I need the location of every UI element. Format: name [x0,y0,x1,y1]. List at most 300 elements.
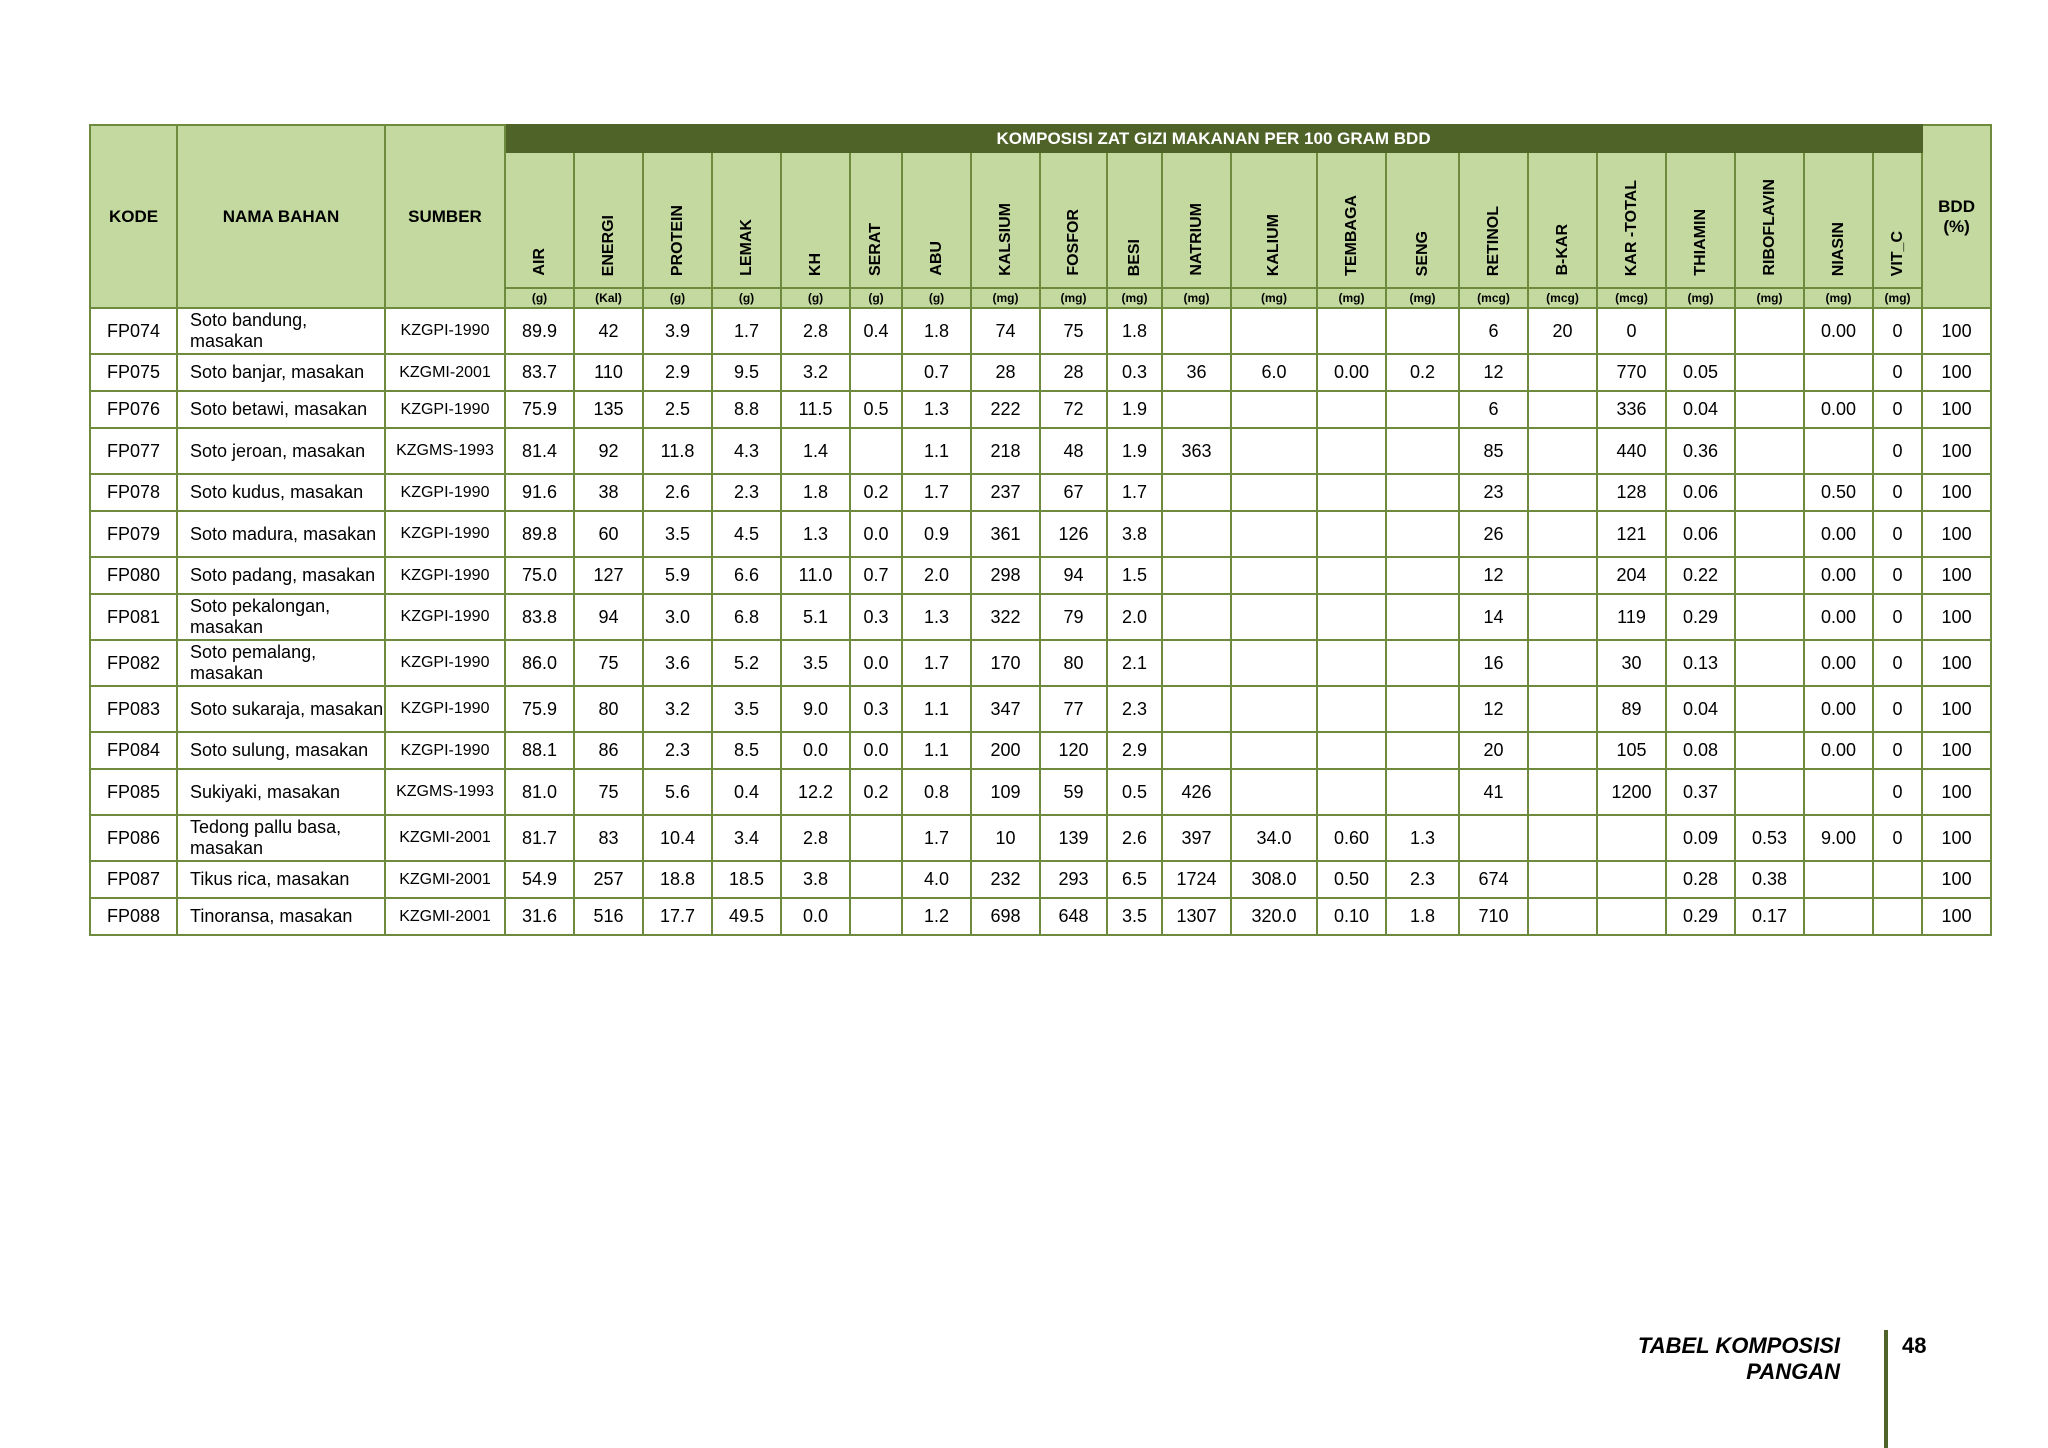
cell-value: 237 [971,474,1040,511]
cell-bdd: 100 [1922,898,1991,935]
cell-value: 119 [1597,594,1666,640]
cell-sumber: KZGPI-1990 [385,511,505,557]
cell-value: 204 [1597,557,1666,594]
cell-value: 28 [1040,354,1107,391]
cell-bdd: 100 [1922,391,1991,428]
cell-value: 322 [971,594,1040,640]
cell-value: 85 [1459,428,1528,474]
cell-value: 4.3 [712,428,781,474]
food-composition-table [89,124,1992,936]
cell-value: 105 [1597,732,1666,769]
cell-value [1528,557,1597,594]
cell-value [1231,557,1317,594]
cell-value: 3.8 [781,861,850,898]
cell-value [1231,686,1317,732]
cell-kode: FP079 [90,511,177,557]
cell-kode: FP077 [90,428,177,474]
cell-value: 75 [574,769,643,815]
cell-value: 2.3 [1386,861,1459,898]
cell-bdd: 100 [1922,732,1991,769]
cell-value: 0.3 [850,594,902,640]
cell-value: 2.0 [902,557,971,594]
cell-kode: FP082 [90,640,177,686]
cell-kode: FP078 [90,474,177,511]
cell-value: 0.4 [712,769,781,815]
cell-value: 80 [1040,640,1107,686]
nutrient-header [1107,152,1162,288]
nutrient-label: ABU [927,241,945,276]
cell-value: 139 [1040,815,1107,861]
cell-value [850,861,902,898]
cell-value [1735,354,1804,391]
cell-value: 5.9 [643,557,712,594]
cell-value: 126 [1040,511,1107,557]
table-row [90,640,1991,686]
cell-value: 0.38 [1735,861,1804,898]
nutrient-label: NIASIN [1829,221,1847,276]
nutrient-header [1162,152,1231,288]
cell-value: 0.08 [1666,732,1735,769]
cell-value: 88.1 [505,732,574,769]
nutrient-header [850,152,902,288]
cell-value: 3.0 [643,594,712,640]
cell-bdd: 100 [1922,354,1991,391]
cell-value: 75.9 [505,391,574,428]
cell-value [1735,308,1804,354]
cell-kode: FP076 [90,391,177,428]
cell-value: 67 [1040,474,1107,511]
header-bdd-label: BDD [1938,196,1975,216]
cell-value [1528,354,1597,391]
nutrient-header [971,152,1040,288]
footer-title: TABEL KOMPOSISI PANGAN [1637,1333,1840,1384]
cell-value: 80 [574,686,643,732]
cell-value [1386,686,1459,732]
nutrient-header [1735,152,1804,288]
cell-value: 0.17 [1735,898,1804,935]
cell-value: 1.5 [1107,557,1162,594]
cell-value: 0 [1873,511,1922,557]
cell-value: 0 [1873,594,1922,640]
cell-value: 77 [1040,686,1107,732]
cell-value: 6.0 [1231,354,1317,391]
nutrient-unit: (mg) [971,288,1040,308]
cell-sumber: KZGPI-1990 [385,594,505,640]
cell-value [1386,474,1459,511]
cell-value: 5.6 [643,769,712,815]
cell-value: 1.4 [781,428,850,474]
cell-value: 0.00 [1804,511,1873,557]
table-row [90,898,1991,935]
nutrient-unit: (mg) [1162,288,1231,308]
cell-value: 4.0 [902,861,971,898]
cell-bdd: 100 [1922,428,1991,474]
nutrient-label: SERAT [867,222,884,276]
cell-value [1231,594,1317,640]
cell-value [1386,557,1459,594]
cell-value: 135 [574,391,643,428]
cell-value [1317,511,1386,557]
cell-value [1597,815,1666,861]
nutrient-header [1386,152,1459,288]
nutrient-label: NATRIUM [1187,203,1205,276]
nutrient-header [1804,152,1873,288]
cell-value [1162,511,1231,557]
cell-value: 18.5 [712,861,781,898]
cell-value [1735,557,1804,594]
cell-value: 648 [1040,898,1107,935]
cell-value: 2.3 [643,732,712,769]
cell-bdd: 100 [1922,474,1991,511]
cell-nama-bahan: Soto pekalongan, masakan [177,594,385,640]
cell-value [1735,391,1804,428]
cell-kode: FP088 [90,898,177,935]
cell-value: 0.50 [1317,861,1386,898]
cell-value: 516 [574,898,643,935]
nutrient-label: B-KAR [1553,224,1571,276]
cell-value: 0.00 [1804,594,1873,640]
table-body [90,308,1991,935]
cell-value: 0.36 [1666,428,1735,474]
nutrient-unit: (mcg) [1459,288,1528,308]
nutrient-unit: (mg) [1804,288,1873,308]
cell-bdd: 100 [1922,594,1991,640]
nutrient-unit: (mg) [1040,288,1107,308]
cell-value [1162,474,1231,511]
footer-divider [1884,1330,1888,1448]
cell-value: 0.0 [850,640,902,686]
cell-value: 0.0 [850,511,902,557]
cell-value: 9.5 [712,354,781,391]
nutrient-header [1528,152,1597,288]
cell-value: 34.0 [1231,815,1317,861]
table-row [90,686,1991,732]
cell-value [1735,732,1804,769]
nutrient-header [1040,152,1107,288]
nutrient-label: TEMBAGA [1342,195,1360,276]
cell-value: 3.9 [643,308,712,354]
cell-value: 0.2 [850,769,902,815]
cell-value: 0.00 [1804,732,1873,769]
cell-value: 1.9 [1107,391,1162,428]
cell-value [1231,769,1317,815]
cell-value: 0.8 [902,769,971,815]
cell-value: 320.0 [1231,898,1317,935]
cell-value: 0.3 [1107,354,1162,391]
cell-value: 0.04 [1666,686,1735,732]
cell-value [1873,898,1922,935]
cell-value [1231,308,1317,354]
cell-value [1735,769,1804,815]
cell-nama-bahan: Soto madura, masakan [177,511,385,557]
cell-value [1317,594,1386,640]
cell-value: 2.1 [1107,640,1162,686]
cell-value: 75 [574,640,643,686]
cell-sumber: KZGMS-1993 [385,428,505,474]
cell-value: 770 [1597,354,1666,391]
cell-value [1804,769,1873,815]
table-row [90,308,1991,354]
cell-bdd: 100 [1922,769,1991,815]
cell-value: 3.2 [781,354,850,391]
cell-value: 110 [574,354,643,391]
cell-value: 1.3 [781,511,850,557]
cell-value [850,815,902,861]
cell-value: 1.3 [1386,815,1459,861]
cell-value: 128 [1597,474,1666,511]
cell-value: 0 [1873,354,1922,391]
cell-value: 674 [1459,861,1528,898]
cell-bdd: 100 [1922,640,1991,686]
cell-value: 1.1 [902,732,971,769]
cell-value: 0.22 [1666,557,1735,594]
cell-value: 218 [971,428,1040,474]
cell-kode: FP081 [90,594,177,640]
cell-value [1528,732,1597,769]
cell-value [1162,391,1231,428]
cell-value [1317,391,1386,428]
nutrient-label: VIT_C [1888,230,1906,276]
cell-value: 0.29 [1666,594,1735,640]
nutrient-unit: (g) [505,288,574,308]
cell-value [1317,640,1386,686]
cell-value [850,898,902,935]
cell-value [1162,732,1231,769]
cell-value: 81.0 [505,769,574,815]
cell-value: 232 [971,861,1040,898]
cell-value: 361 [971,511,1040,557]
cell-value: 0.00 [1804,640,1873,686]
cell-value: 75.9 [505,686,574,732]
header-sumber: SUMBER [385,125,505,308]
cell-value: 0.0 [850,732,902,769]
cell-value: 0 [1873,308,1922,354]
cell-value: 54.9 [505,861,574,898]
cell-value: 42 [574,308,643,354]
cell-value [1162,640,1231,686]
cell-sumber: KZGPI-1990 [385,557,505,594]
cell-value: 5.2 [712,640,781,686]
cell-value: 298 [971,557,1040,594]
cell-value: 11.0 [781,557,850,594]
cell-value [1735,511,1804,557]
cell-nama-bahan: Soto kudus, masakan [177,474,385,511]
cell-value: 3.5 [1107,898,1162,935]
cell-value [1735,428,1804,474]
cell-value [1231,640,1317,686]
cell-value: 89.8 [505,511,574,557]
cell-value [1162,557,1231,594]
cell-value: 26 [1459,511,1528,557]
cell-value: 0.5 [850,391,902,428]
cell-bdd: 100 [1922,815,1991,861]
cell-value: 10 [971,815,1040,861]
cell-value [1735,640,1804,686]
cell-value: 170 [971,640,1040,686]
nutrient-label: LEMAK [737,219,755,276]
cell-value: 89 [1597,686,1666,732]
cell-value: 1.9 [1107,428,1162,474]
cell-nama-bahan: Soto padang, masakan [177,557,385,594]
cell-value: 336 [1597,391,1666,428]
cell-value: 30 [1597,640,1666,686]
cell-sumber: KZGPI-1990 [385,640,505,686]
nutrient-label: RETINOL [1484,205,1502,276]
nutrient-header [1459,152,1528,288]
cell-value: 3.5 [781,640,850,686]
cell-value [850,354,902,391]
cell-value: 0 [1873,640,1922,686]
cell-value: 222 [971,391,1040,428]
nutrient-label: RIBOFLAVIN [1760,179,1778,276]
nutrient-unit: (mcg) [1528,288,1597,308]
cell-value [1666,308,1735,354]
cell-value: 0.06 [1666,474,1735,511]
table-row [90,861,1991,898]
cell-value: 41 [1459,769,1528,815]
cell-value [1735,474,1804,511]
cell-value: 363 [1162,428,1231,474]
cell-value: 89.9 [505,308,574,354]
table-row [90,511,1991,557]
cell-value [1317,732,1386,769]
cell-value: 0.37 [1666,769,1735,815]
cell-value: 28 [971,354,1040,391]
cell-value [1528,861,1597,898]
cell-value: 0.4 [850,308,902,354]
cell-value: 1.7 [902,815,971,861]
cell-value: 83.7 [505,354,574,391]
cell-value: 16 [1459,640,1528,686]
table-row [90,769,1991,815]
cell-value: 8.5 [712,732,781,769]
cell-value [1459,815,1528,861]
cell-value [1873,861,1922,898]
cell-bdd: 100 [1922,308,1991,354]
nutrient-label: AIR [530,248,548,276]
cell-value [1317,428,1386,474]
nutrient-unit: (mg) [1735,288,1804,308]
cell-nama-bahan: Soto sukaraja, masakan [177,686,385,732]
cell-sumber: KZGMI-2001 [385,354,505,391]
cell-value: 79 [1040,594,1107,640]
cell-value: 0.00 [1804,686,1873,732]
cell-value: 1.8 [902,308,971,354]
table-row [90,428,1991,474]
nutrient-label: FOSFOR [1064,209,1082,276]
cell-value: 11.5 [781,391,850,428]
cell-value: 1.8 [781,474,850,511]
cell-value [1528,640,1597,686]
cell-value: 0 [1873,391,1922,428]
cell-sumber: KZGPI-1990 [385,732,505,769]
cell-kode: FP075 [90,354,177,391]
cell-value: 2.9 [643,354,712,391]
cell-value: 308.0 [1231,861,1317,898]
nutrient-header [1666,152,1735,288]
cell-value: 0.04 [1666,391,1735,428]
cell-value: 1.8 [1107,308,1162,354]
nutrient-label: KALSIUM [996,203,1014,276]
cell-value: 23 [1459,474,1528,511]
cell-value: 0.53 [1735,815,1804,861]
table-row [90,474,1991,511]
cell-value: 2.8 [781,815,850,861]
nutrient-unit: (mg) [1873,288,1922,308]
nutrient-label: SENG [1413,230,1431,276]
cell-value: 2.5 [643,391,712,428]
cell-value [1528,391,1597,428]
cell-value: 3.2 [643,686,712,732]
nutrient-unit: (Kal) [574,288,643,308]
cell-value: 75.0 [505,557,574,594]
cell-value: 121 [1597,511,1666,557]
cell-value: 6.8 [712,594,781,640]
cell-value: 12.2 [781,769,850,815]
cell-value: 75 [1040,308,1107,354]
cell-value: 0 [1597,308,1666,354]
table-row [90,557,1991,594]
cell-value: 2.3 [1107,686,1162,732]
cell-value [1528,686,1597,732]
cell-value: 3.8 [1107,511,1162,557]
cell-value [1162,686,1231,732]
cell-nama-bahan: Soto bandung, masakan [177,308,385,354]
cell-value [1231,391,1317,428]
cell-value: 0.29 [1666,898,1735,935]
cell-value: 2.3 [712,474,781,511]
cell-value: 59 [1040,769,1107,815]
nutrient-label: ENERGI [599,214,617,276]
cell-value: 426 [1162,769,1231,815]
table-row [90,594,1991,640]
cell-value [1528,511,1597,557]
cell-value: 0.7 [902,354,971,391]
cell-nama-bahan: Soto jeroan, masakan [177,428,385,474]
cell-value: 38 [574,474,643,511]
header-kode: KODE [90,125,177,308]
cell-value: 94 [1040,557,1107,594]
nutrient-unit: (g) [902,288,971,308]
cell-value: 0.10 [1317,898,1386,935]
cell-value [1386,640,1459,686]
nutrient-label: KAR -TOTAL [1622,179,1640,276]
cell-value: 0.50 [1804,474,1873,511]
cell-value [1317,557,1386,594]
cell-value [1597,861,1666,898]
cell-value [1162,308,1231,354]
cell-value: 109 [971,769,1040,815]
cell-sumber: KZGPI-1990 [385,391,505,428]
cell-value: 0.06 [1666,511,1735,557]
cell-value: 48 [1040,428,1107,474]
nutrient-header [902,152,971,288]
cell-kode: FP074 [90,308,177,354]
cell-value: 0.28 [1666,861,1735,898]
nutrient-header [1597,152,1666,288]
nutrient-unit: (mcg) [1597,288,1666,308]
header-nama-bahan: NAMA BAHAN [177,125,385,308]
cell-value: 20 [1459,732,1528,769]
cell-value: 2.6 [643,474,712,511]
cell-value: 0 [1873,732,1922,769]
cell-value: 74 [971,308,1040,354]
cell-sumber: KZGMI-2001 [385,815,505,861]
cell-value [1735,594,1804,640]
cell-value: 12 [1459,557,1528,594]
cell-value: 1.1 [902,686,971,732]
cell-value: 0.05 [1666,354,1735,391]
